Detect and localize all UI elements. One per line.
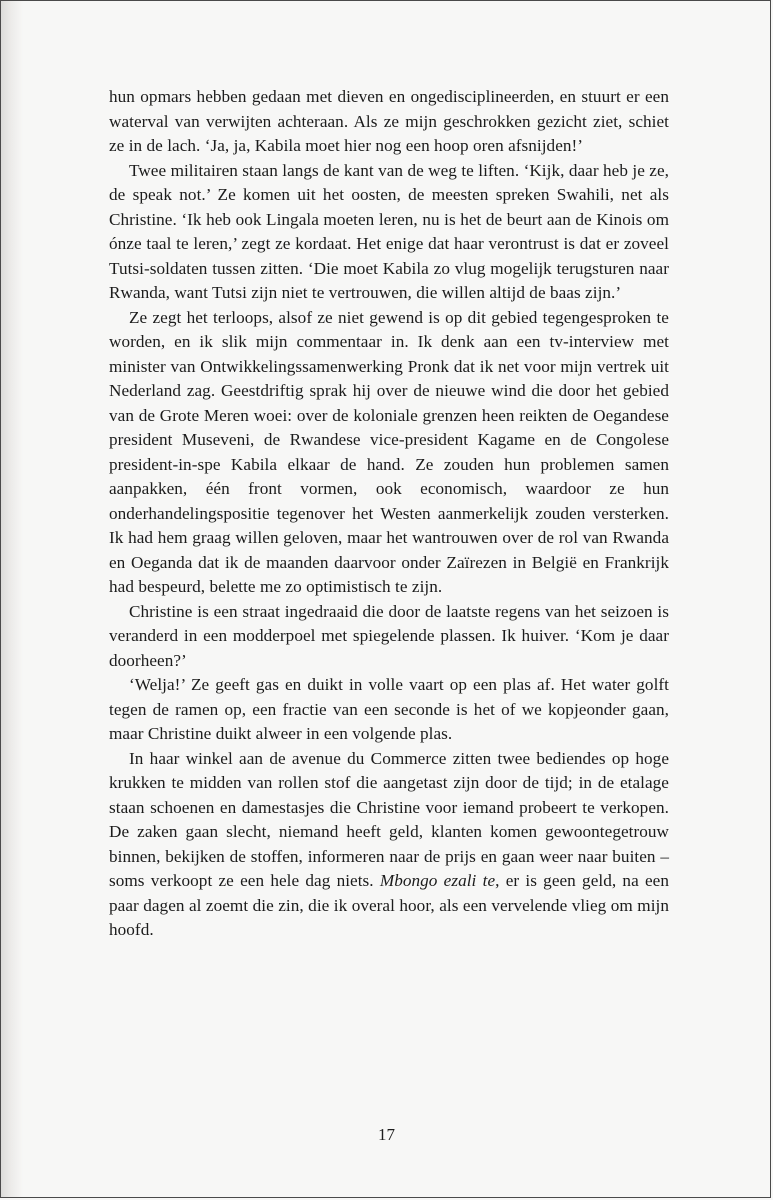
paragraph-6-italic-phrase: Mbongo ezali te — [379, 871, 496, 890]
paragraph-6 — [109, 747, 669, 943]
paragraph-1: hun opmars hebben gedaan met dieven en ongedisciplineerden, en stuurt er een waterval van verwijten achteraan. Als ze mijn geschrokken gezicht ziet, schiet ze in de lach. ‘Ja, ja, Kabila moet hier nog een hoop oren afsnijden!’ — [109, 87, 669, 155]
paragraph-4: Christine is een straat ingedraaid die door de laatste regens van het seizoen is veranderd in een modderpoel met spiegelende plassen. Ik huiver. ‘Kom je daar doorheen?’ — [109, 601, 669, 670]
paragraph-6-text-after: , er is geen geld, na een paar dagen al zoemt die zin, die ik overal hoor, als een vervelende vlieg om mijn hoofd. — [109, 871, 669, 939]
paragraph-5: ‘Welja!’ Ze geeft gas en duikt in volle vaart op een plas af. Het water golft tegen de ramen op, een fractie van een seconde is het of we kopjeonder gaan, maar Christine duikt alweer in een volgende plas. — [109, 675, 669, 743]
paragraph-6-text-before: In haar winkel aan de avenue du Commerce zitten twee bediendes op hoge krukken te midden van rollen stof die aangetast zijn door de tijd; in de etalage staan schoenen en damestasjes die Christine voor iemand probeert te verkopen. De zaken gaan slecht, niemand heeft geld, klanten komen gewoontegetrouw binnen, bekijken de stoffen, informeren naar de prijs en gaan weer naar buiten – soms verkoopt ze een hele dag niets. — [109, 748, 669, 890]
page-spine-shadow — [1, 1, 23, 1197]
paragraph-3: Ze zegt het terloops, alsof ze niet gewend is op dit gebied tegengesproken te worden, en ik slik mijn commentaar in. Ik denk aan een tv-interview met minister van Ontwikkelingssamenwerking Pronk dat ik net voor mijn vertrek uit Nederland zag. Geestdriftig sprak hij over de nieuwe wind die door het gebied van de Grote Meren woei: over de koloniale grenzen heen reikten de Oegandese president Museveni, de Rwandese vice-president Kagame en de Congolese president-in-spe Kabila elkaar de hand. Ze zouden hun problemen samen aanpakken, één front vormen, ook economisch, waardoor ze hun onderhandelingspositie tegenover het Westen aanmerkelijk zouden versterken. Ik had hem graag willen geloven, maar het wantrouwen over de rol van Rwanda en Oeganda dat ik de maanden daarvoor onder Zaïrezen in België en Frankrijk had bespeurd, belette me zo optimistisch te zijn. — [109, 307, 669, 596]
paragraph-2: Twee militairen staan langs de kant van de weg te liften. ‘Kijk, daar heb je ze, de speak not.’ Ze komen uit het oosten, de meesten spreken Swahili, net als Christine. ‘Ik heb ook Lingala moeten leren, nu is het de beurt aan de Kinois om ónze taal te leren,’ zegt ze kordaat. Het enige dat haar verontrust is dat er zoveel Tutsi-soldaten tussen zitten. ‘Die moet Kabila zo vlug mogelijk terugsturen naar Rwanda, want Tutsi zijn niet te vertrouwen, die willen altijd de baas zijn.’ — [109, 160, 669, 302]
body-text — [109, 85, 669, 943]
page-number: 17 — [378, 1125, 395, 1144]
